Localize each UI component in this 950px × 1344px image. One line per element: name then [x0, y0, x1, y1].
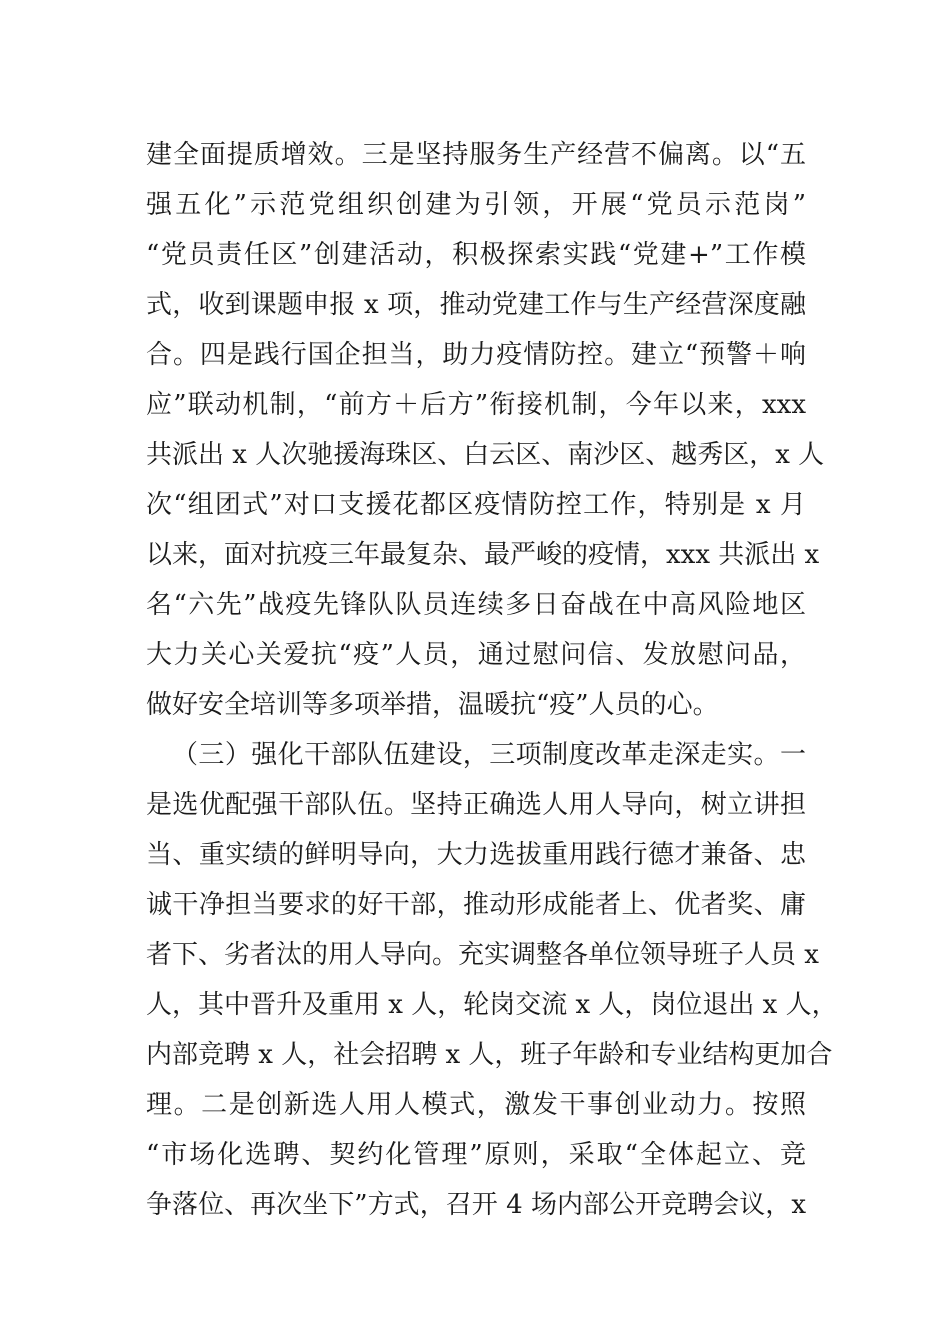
text-line: 是选优配强干部队伍。坚持正确选人用人导向，树立讲担 [146, 790, 806, 820]
text-line: 者下、劣者汰的用人导向。充实调整各单位领导班子人员 x [146, 940, 819, 970]
text-line: 大力关心关爱抗“疫”人员，通过慰问信、发放慰问品， [146, 640, 806, 670]
text-line: 人，其中晋升及重用 x 人，轮岗交流 x 人，岗位退出 x 人， [146, 990, 838, 1020]
text-line: 当、重实绩的鲜明导向，大力选拔重用践行德才兼备、忠 [146, 840, 806, 870]
text-line: 共派出 x 人次驰援海珠区、白云区、南沙区、越秀区，x 人 [146, 440, 825, 470]
text-line: 以来，面对抗疫三年最复杂、最严峻的疫情，xxx 共派出 x [146, 540, 820, 570]
text-line: 内部竞聘 x 人，社会招聘 x 人，班子年龄和专业结构更加合 [146, 1040, 833, 1070]
text-line: “市场化选聘、契约化管理”原则，采取“全体起立、竞 [146, 1140, 806, 1170]
text-line: 名“六先”战疫先锋队队员连续多日奋战在中高风险地区 [146, 590, 806, 620]
text-line: 建全面提质增效。三是坚持服务生产经营不偏离。以“五 [146, 140, 806, 170]
text-line: 理。二是创新选人用人模式，激发干事创业动力。按照 [146, 1090, 806, 1120]
text-line: 次“组团式”对口支援花都区疫情防控工作，特别是 x 月 [146, 490, 806, 520]
text-line: “党员责任区”创建活动，积极探索实践“党建+”工作模 [146, 240, 806, 270]
text-line: 式，收到课题申报 x 项，推动党建工作与生产经营深度融 [146, 290, 806, 320]
section-heading-line: （三）强化干部队伍建设，三项制度改革走深走实。一 [172, 740, 806, 770]
text-line: 诚干净担当要求的好干部，推动形成能者上、优者奖、庸 [146, 890, 806, 920]
text-line: 强五化”示范党组织创建为引领，开展“党员示范岗” [146, 190, 806, 220]
text-line: 做好安全培训等多项举措，温暖抗“疫”人员的心。 [146, 690, 719, 720]
text-line: 合。四是践行国企担当，助力疫情防控。建立“预警＋响 [146, 340, 806, 370]
text-line: 争落位、再次坐下”方式，召开 4 场内部公开竞聘会议，x [146, 1190, 806, 1220]
text-line: 应”联动机制，“前方＋后方”衔接机制，今年以来，xxx [146, 390, 806, 420]
